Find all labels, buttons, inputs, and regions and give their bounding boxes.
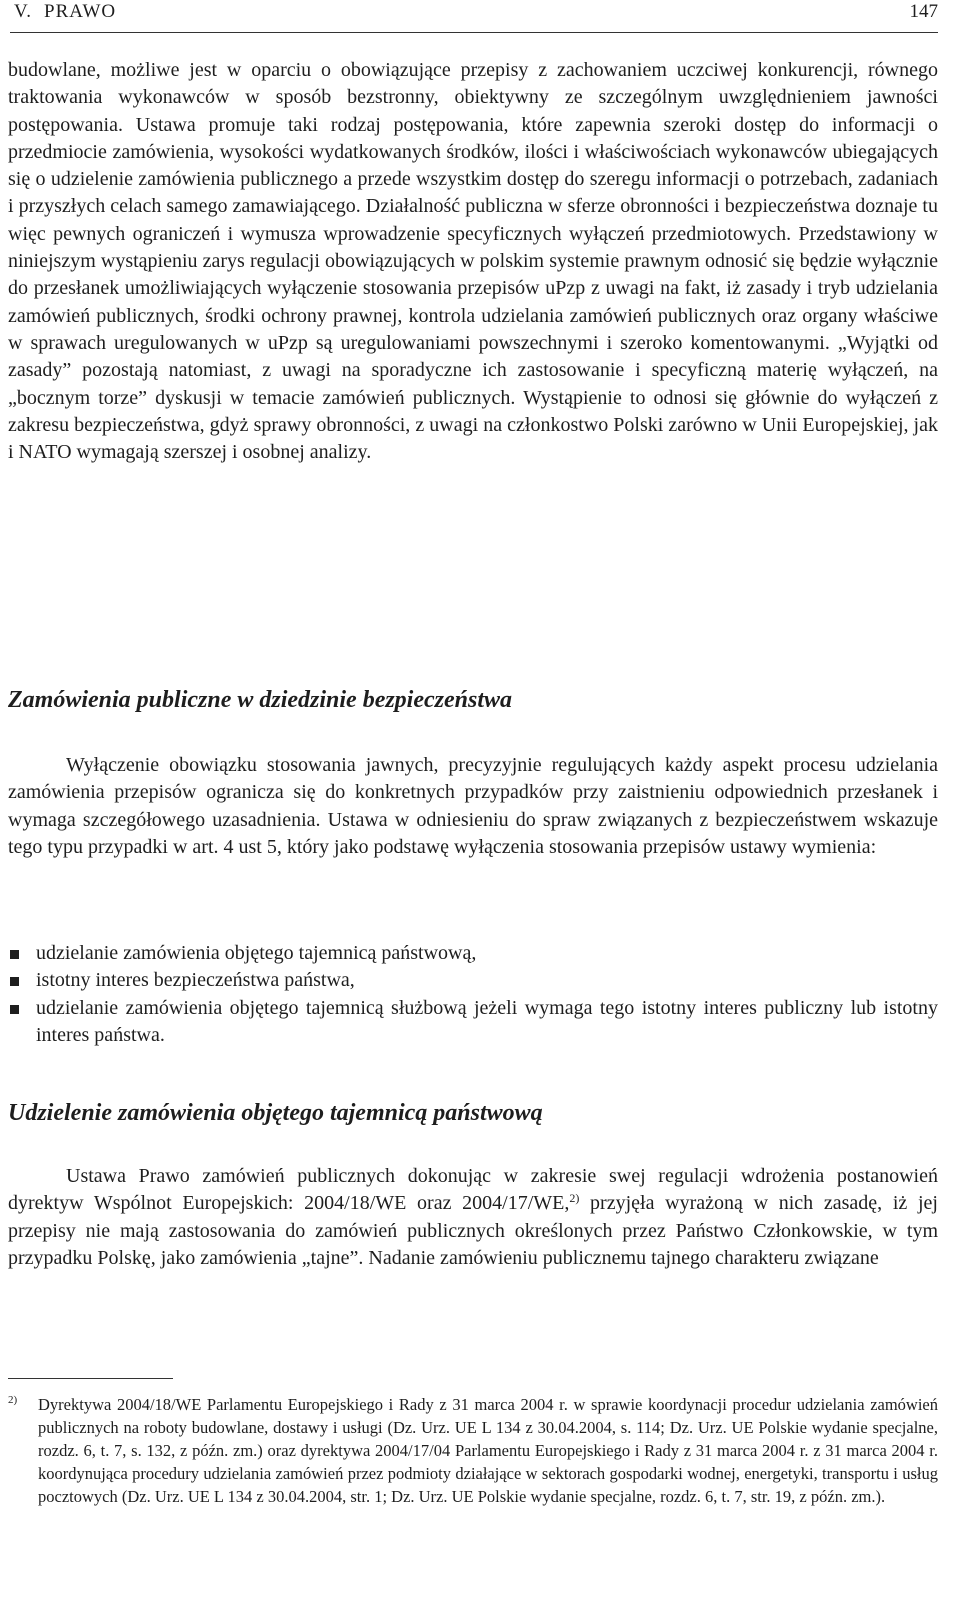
paragraph-text: Ustawa Prawo zamówień publicznych dokonując w zakresie swej regulacji wdrożenia postanowień dyrektyw Wspólnot Europejskich: 2004/18/WE oraz 2004/17/WE, — [8, 1165, 938, 1215]
footnote — [8, 1393, 938, 1508]
chapter-title: PRAWO — [44, 1, 117, 22]
document-page — [8, 0, 938, 1605]
list-item — [8, 995, 938, 1050]
body-paragraph: budowlane, możliwe jest w oparciu o obowiązujące przepisy z zachowaniem uczciwej konkurencji, równego traktowania wykonawców w sposób bezstronny, obiektywny ze szczególnym uwzględnieniem jawności postępowania. Ustawa promuje taki rodzaj postępowania, które zapewnia szeroki dostęp do informacji o przedmiocie zamówienia, wysokości wydatkowanych środków, ilości i właściwościach wykonawców ubiegających się o udzielenie zamówienia publicznego a przede wszystkim dostęp do szeregu informacji o potrzebach, zadaniach i przyszłych celach samego zamawiającego. Działalność publiczna w sferze obronności i bezpieczeństwa doznaje tu więc pewnych ograniczeń i wymusza wprowadzenie specyficznych wyłączeń przedmiotowych. Przedstawiony w niniejszym wystąpieniu zarys regulacji obowiązujących w polskim systemie prawnym odnosić się będzie wyłącznie do przesłanek umożliwiających wyłączenie stosowania przepisów uPzp z uwagi na fakt, iż zasady i tryb udzielania zamówień publicznych, środki ochrony prawnej, kontrola udzielania zamówień publicznych oraz organy właściwe w sprawach uregulowanych w uPzp są uregulowaniami powszechnymi i szeroko komentowanymi. „Wyjątki od zasady” pozostają natomiast, z uwagi na sporadyczne ich zastosowanie i specyficzną materię wyłączeń, na „bocznym torze” dyskusji w temacie zamówień publicznych. Wystąpienie to odnosi się głównie do wyłączeń z zakresu bezpieczeństwa, gdyż sprawy obronności, z uwagi na członkostwo Polski zarówno w Unii Europejskiej, jak i NATO wymagają szerszej i osobnej analizy. — [8, 59, 938, 464]
list-item — [8, 967, 938, 994]
chapter-number: V. — [14, 1, 33, 22]
body-paragraph: Wyłączenie obowiązku stosowania jawnych, precyzyjnie regulujących każdy aspekt procesu udzielania zamówienia przepisów ogranicza się do konkretnych przypadków przy zaistnieniu odpowiednich przesłanek i wymaga szczegółowego uzasadnienia. Ustawa w odniesieniu do spraw związanych z bezpieczeństwem wskazuje tego typu przypadki w art. 4 ust 5, który jako podstawę wyłączenia stosowania przepisów ustawy wymienia: — [8, 754, 938, 858]
page-number: 147 — [909, 1, 938, 22]
square-bullet-icon — [10, 977, 19, 986]
footnote-reference[interactable]: 2) — [569, 1191, 580, 1206]
square-bullet-icon — [10, 1005, 19, 1014]
section-heading: Udzielenie zamówienia objętego tajemnicą państwową — [8, 1100, 543, 1126]
footnote-text: Dyrektywa 2004/18/WE Parlamentu Europejskiego i Rady z 31 marca 2004 r. w sprawie koordynacji procedur udzielania zamówień publicznych na roboty budowlane, dostawy i usługi (Dz. Urz. UE L 134 z 30.04.2004, s. 114; Dz. Urz. UE Polskie wydanie specjalne, rozdz. 6, t. 7, s. 132, z późn. zm.) oraz dyrektywa 2004/17/04 Parlamentu Europejskiego i Rady z 31 marca 2004 r. z 31 marca 2004 r. koordynująca procedury udzielania zamówień przez podmioty działające w sektorach gospodarki wodnej, energetyki, transportu i usług pocztowych (Dz. Urz. UE L 134 z 30.04.2004, str. 1; Dz. Urz. UE Polskie wydanie specjalne, rozdz. 6, t. 7, str. 19, z późn. zm.). — [38, 1395, 938, 1507]
list-item-text: udzielanie zamówienia objętego tajemnicą państwową, — [36, 942, 477, 964]
square-bullet-icon — [10, 950, 19, 959]
list-item-text: istotny interes bezpieczeństwa państwa, — [36, 969, 355, 992]
footnote-mark: 2) — [8, 1394, 18, 1406]
running-head — [10, 0, 938, 33]
bullet-list — [8, 940, 938, 1049]
footnote-divider — [8, 1378, 173, 1379]
body-paragraph — [8, 1163, 938, 1272]
list-item-text: udzielanie zamówienia objętego tajemnicą służbową jeżeli wymaga tego istotny interes publiczny lub istotny interes państwa. — [36, 996, 938, 1046]
chapter-label — [14, 0, 116, 24]
section-heading: Zamówienia publiczne w dziedzinie bezpieczeństwa — [8, 687, 513, 713]
paragraph-text: przyjęła wyrażoną w nich zasadę, iż jej przepisy nie mają zastosowania do zamówień publicznych określonych przez Państwo Członkowskie, w tym przypadku Polskę, jako zamówienia „tajne”. Nadanie zamówieniu publicznemu tajnego charakteru związane — [8, 1192, 938, 1269]
list-item — [8, 940, 938, 967]
